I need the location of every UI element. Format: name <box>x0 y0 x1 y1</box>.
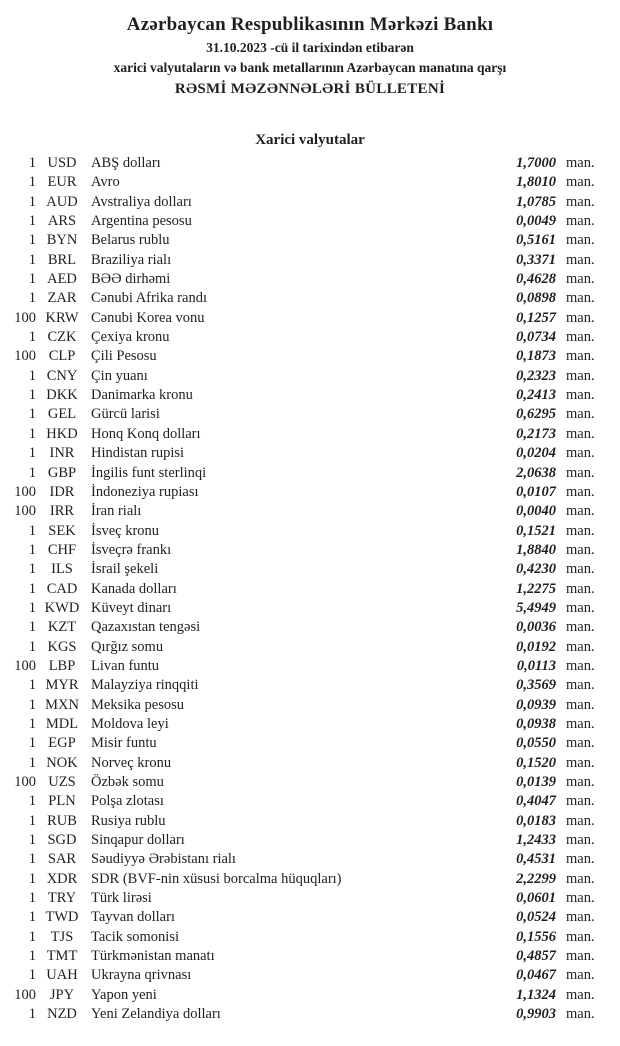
row-code: SAR <box>47 851 77 868</box>
row-qty: 1 <box>28 812 36 829</box>
row-code: EUR <box>47 174 77 191</box>
row-unit: man. <box>566 425 595 442</box>
row-name: Çin yuanı <box>91 367 148 384</box>
row-code: DKK <box>46 387 78 404</box>
row-code: IRR <box>49 503 75 520</box>
row-name: BƏƏ dirhəmi <box>91 271 171 288</box>
scope-line: xarici valyutaların və bank metallarının Azərbaycan manatına qarşı <box>113 60 507 75</box>
bulletin-title: RƏSMİ MƏZƏNNƏLƏRİ BÜLLETENİ <box>174 81 446 97</box>
row-unit: man. <box>566 329 595 346</box>
row-qty: 100 <box>14 503 36 520</box>
row-qty: 1 <box>28 909 36 926</box>
table-row <box>0 599 612 618</box>
row-unit: man. <box>566 445 595 462</box>
row-qty: 1 <box>28 619 36 636</box>
row-qty: 1 <box>28 290 36 307</box>
table-row <box>0 560 612 579</box>
row-qty: 1 <box>28 271 36 288</box>
row-code: KGS <box>47 638 77 655</box>
row-code: BYN <box>46 232 78 249</box>
table-row <box>0 831 612 850</box>
row-rate: 0,2413 <box>516 387 556 404</box>
row-name: Səudiyyə Ərəbistanı rialı <box>91 851 236 868</box>
row-unit: man. <box>566 967 595 984</box>
row-unit: man. <box>566 367 595 384</box>
table-row <box>0 386 612 405</box>
row-rate: 0,1520 <box>516 754 556 771</box>
row-code: SEK <box>48 522 76 539</box>
row-name: İsveç kronu <box>91 522 160 539</box>
table-row <box>0 618 612 637</box>
row-rate: 0,3569 <box>516 677 556 694</box>
row-qty: 1 <box>28 367 36 384</box>
row-unit: man. <box>566 619 595 636</box>
row-unit: man. <box>566 657 595 674</box>
row-code: NZD <box>47 1006 77 1023</box>
row-code: KRW <box>45 309 79 326</box>
row-rate: 5,4949 <box>516 599 556 616</box>
row-unit: man. <box>566 735 595 752</box>
row-qty: 100 <box>14 309 36 326</box>
row-name: Türkmənistan manatı <box>91 948 215 965</box>
row-name: İran rialı <box>91 503 142 520</box>
row-qty: 1 <box>28 580 36 597</box>
row-name: İsveçrə frankı <box>91 541 172 558</box>
row-rate: 1,8840 <box>516 541 556 558</box>
row-unit: man. <box>566 580 595 597</box>
row-code: ARS <box>47 213 77 230</box>
row-rate: 1,7000 <box>516 155 556 171</box>
row-rate: 0,0139 <box>516 774 556 790</box>
table-row <box>0 657 612 676</box>
table-row <box>0 812 612 831</box>
row-code: MYR <box>45 677 79 694</box>
effective-date-line: 31.10.2023 -cü il tarixindən etibarən <box>206 40 414 55</box>
row-code: AED <box>47 271 77 288</box>
row-qty: 100 <box>14 348 36 365</box>
row-rate: 0,4628 <box>516 271 556 288</box>
row-code: CZK <box>47 329 77 346</box>
row-code: ILS <box>51 561 73 578</box>
row-rate: 0,0939 <box>516 696 556 713</box>
row-qty: 1 <box>28 425 36 442</box>
row-rate: 0,4531 <box>516 851 556 868</box>
row-unit: man. <box>566 812 595 829</box>
row-name: Tayvan dolları <box>91 909 175 926</box>
row-code: TMT <box>46 948 78 965</box>
table-row <box>0 193 612 212</box>
table-row <box>0 444 612 463</box>
row-rate: 1,8010 <box>516 174 556 191</box>
row-rate: 1,2275 <box>516 580 556 597</box>
row-name: SDR (BVF-nin xüsusi borcalma hüquqları) <box>91 870 342 887</box>
row-unit: man. <box>566 503 595 520</box>
row-name: Yeni Zelandiya dolları <box>91 1006 221 1023</box>
row-code: TJS <box>50 928 74 945</box>
table-row <box>0 270 612 289</box>
row-qty: 1 <box>28 696 36 713</box>
document-header <box>0 0 620 100</box>
row-name: Misir funtu <box>91 735 157 752</box>
row-unit: man. <box>566 406 595 423</box>
row-qty: 1 <box>28 793 36 810</box>
row-rate: 0,0113 <box>516 657 556 674</box>
table-row <box>0 966 612 985</box>
row-rate: 0,1873 <box>516 348 556 365</box>
row-unit: man. <box>566 851 595 868</box>
row-rate: 1,1324 <box>516 986 556 1003</box>
row-unit: man. <box>566 870 595 887</box>
row-code: XDR <box>46 870 78 887</box>
row-code: ZAR <box>47 290 77 307</box>
row-qty: 1 <box>28 715 36 732</box>
row-rate: 0,0524 <box>516 909 556 926</box>
row-rate: 2,0638 <box>516 464 556 481</box>
table-row <box>0 309 612 328</box>
table-row <box>0 850 612 869</box>
row-code: CLP <box>48 348 76 365</box>
row-qty: 1 <box>28 890 36 907</box>
table-row <box>0 908 612 927</box>
row-unit: man. <box>566 774 595 790</box>
table-row <box>0 173 612 192</box>
row-rate: 0,0183 <box>516 812 556 829</box>
row-name: Çili Pesosu <box>91 348 157 365</box>
row-rate: 0,1521 <box>516 522 556 539</box>
table-row <box>0 367 612 386</box>
table-row <box>0 928 612 947</box>
row-rate: 0,2173 <box>516 425 556 442</box>
row-unit: man. <box>566 483 595 500</box>
rates-table <box>0 154 612 1024</box>
row-code: UZS <box>48 774 76 790</box>
table-row <box>0 425 612 444</box>
row-qty: 100 <box>14 657 36 674</box>
bank-name: Azərbaycan Respublikasının Mərkəzi Bankı <box>126 14 494 35</box>
table-row <box>0 986 612 1005</box>
row-rate: 1,2433 <box>516 832 556 849</box>
row-name: Tacik somonisi <box>91 928 179 945</box>
row-unit: man. <box>566 348 595 365</box>
table-row <box>0 289 612 308</box>
row-unit: man. <box>566 696 595 713</box>
row-name: Qazaxıstan tengəsi <box>91 619 201 636</box>
table-row <box>0 541 612 560</box>
row-rate: 0,4047 <box>516 793 556 810</box>
row-qty: 1 <box>28 561 36 578</box>
row-name: Danimarka kronu <box>91 387 193 404</box>
row-unit: man. <box>566 1006 595 1023</box>
table-row <box>0 715 612 734</box>
table-row <box>0 696 612 715</box>
row-unit: man. <box>566 928 595 945</box>
row-code: AUD <box>46 193 78 210</box>
row-qty: 1 <box>28 251 36 268</box>
row-unit: man. <box>566 290 595 307</box>
row-name: Gürcü larisi <box>91 406 160 423</box>
row-unit: man. <box>566 715 595 732</box>
row-code: TWD <box>45 909 79 926</box>
row-name: İngilis funt sterlinqi <box>91 464 207 481</box>
row-name: Honq Konq dolları <box>91 425 201 442</box>
row-qty: 1 <box>28 522 36 539</box>
row-name: Çexiya kronu <box>91 329 170 346</box>
row-name: ABŞ dolları <box>91 155 161 171</box>
row-name: Kanada dolları <box>91 580 177 597</box>
table-row <box>0 792 612 811</box>
row-code: IDR <box>49 483 75 500</box>
row-qty: 1 <box>28 213 36 230</box>
row-unit: man. <box>566 251 595 268</box>
table-row <box>0 405 612 424</box>
row-unit: man. <box>566 832 595 849</box>
row-code: USD <box>47 155 77 171</box>
row-qty: 1 <box>28 232 36 249</box>
row-qty: 1 <box>28 735 36 752</box>
row-name: Cənubi Afrika randı <box>91 290 207 307</box>
row-unit: man. <box>566 232 595 249</box>
row-name: Ukrayna qrivnası <box>91 967 192 984</box>
row-name: Avstraliya dolları <box>91 193 192 210</box>
row-rate: 0,0938 <box>516 715 556 732</box>
row-unit: man. <box>566 387 595 404</box>
row-code: HKD <box>46 425 78 442</box>
row-code: KZT <box>47 619 77 636</box>
row-code: GBP <box>47 464 77 481</box>
table-row <box>0 773 612 792</box>
table-row <box>0 676 612 695</box>
table-row <box>0 328 612 347</box>
table-row <box>0 251 612 270</box>
row-unit: man. <box>566 599 595 616</box>
row-code: TRY <box>47 890 77 907</box>
row-code: KWD <box>44 599 80 616</box>
row-rate: 0,0601 <box>516 890 556 907</box>
row-rate: 0,0040 <box>516 503 556 520</box>
row-qty: 1 <box>28 1006 36 1023</box>
row-name: Moldova leyi <box>91 715 169 732</box>
row-name: Qırğız somu <box>91 638 164 655</box>
row-name: Sinqapur dolları <box>91 832 185 849</box>
row-qty: 1 <box>28 832 36 849</box>
row-rate: 2,2299 <box>516 870 556 887</box>
row-qty: 1 <box>28 638 36 655</box>
row-rate: 0,0898 <box>516 290 556 307</box>
row-code: CNY <box>46 367 78 384</box>
row-name: Belarus rublu <box>91 232 170 249</box>
row-rate: 0,6295 <box>516 406 556 423</box>
row-name: Norveç kronu <box>91 754 172 771</box>
row-unit: man. <box>566 909 595 926</box>
row-code: BRL <box>47 251 77 268</box>
row-qty: 100 <box>14 483 36 500</box>
row-unit: man. <box>566 522 595 539</box>
row-qty: 100 <box>14 774 36 790</box>
row-rate: 0,3371 <box>516 251 556 268</box>
row-name: Meksika pesosu <box>91 696 185 713</box>
row-rate: 0,0192 <box>516 638 556 655</box>
row-code: GEL <box>47 406 77 423</box>
row-code: RUB <box>47 812 77 829</box>
row-qty: 1 <box>28 967 36 984</box>
row-rate: 0,9903 <box>516 1006 556 1023</box>
row-rate: 0,4857 <box>516 948 556 965</box>
row-rate: 0,0049 <box>516 213 556 230</box>
row-unit: man. <box>566 541 595 558</box>
table-row <box>0 502 612 521</box>
row-name: Rusiya rublu <box>91 812 166 829</box>
row-code: CAD <box>46 580 78 597</box>
table-row <box>0 1005 612 1024</box>
table-row <box>0 638 612 657</box>
row-unit: man. <box>566 174 595 191</box>
row-code: EGP <box>48 735 76 752</box>
row-name: Avro <box>91 174 120 191</box>
row-rate: 0,0107 <box>516 483 556 500</box>
row-unit: man. <box>566 155 595 171</box>
row-qty: 1 <box>28 948 36 965</box>
row-name: Türk lirəsi <box>91 890 152 907</box>
row-rate: 0,0036 <box>516 619 556 636</box>
row-qty: 1 <box>28 851 36 868</box>
table-row <box>0 347 612 366</box>
row-qty: 1 <box>28 193 36 210</box>
row-name: Özbək somu <box>91 774 164 790</box>
row-unit: man. <box>566 948 595 965</box>
row-name: Livan funtu <box>91 657 160 674</box>
row-qty: 1 <box>28 445 36 462</box>
row-rate: 0,0467 <box>516 967 556 984</box>
table-row <box>0 464 612 483</box>
row-rate: 0,5161 <box>516 232 556 249</box>
table-row <box>0 483 612 502</box>
row-qty: 1 <box>28 464 36 481</box>
row-name: Polşa zlotası <box>91 793 164 810</box>
row-unit: man. <box>566 890 595 907</box>
row-rate: 0,0550 <box>516 735 556 752</box>
row-code: MDL <box>45 715 79 732</box>
row-unit: man. <box>566 561 595 578</box>
row-name: Braziliya rialı <box>91 251 172 268</box>
row-unit: man. <box>566 793 595 810</box>
row-code: LBP <box>48 657 76 674</box>
row-unit: man. <box>566 464 595 481</box>
row-rate: 0,2323 <box>516 367 556 384</box>
row-name: Malayziya rinqqiti <box>91 677 199 694</box>
row-rate: 0,0734 <box>516 329 556 346</box>
table-row <box>0 870 612 889</box>
row-code: UAH <box>46 967 78 984</box>
row-qty: 1 <box>28 387 36 404</box>
row-qty: 1 <box>28 406 36 423</box>
table-row <box>0 154 612 173</box>
row-qty: 1 <box>28 928 36 945</box>
row-code: CHF <box>47 541 77 558</box>
row-qty: 1 <box>28 870 36 887</box>
row-code: JPY <box>49 986 75 1003</box>
row-code: NOK <box>46 754 78 771</box>
row-qty: 1 <box>28 677 36 694</box>
row-rate: 0,1556 <box>516 928 556 945</box>
row-rate: 0,4230 <box>516 561 556 578</box>
row-qty: 100 <box>14 986 36 1003</box>
table-row <box>0 947 612 966</box>
row-unit: man. <box>566 309 595 326</box>
table-row <box>0 231 612 250</box>
row-name: Cənubi Korea vonu <box>91 309 205 326</box>
row-qty: 1 <box>28 754 36 771</box>
row-code: INR <box>49 445 75 462</box>
row-unit: man. <box>566 677 595 694</box>
row-name: Hindistan rupisi <box>91 445 185 462</box>
row-name: İndoneziya rupiası <box>91 483 199 500</box>
row-unit: man. <box>566 271 595 288</box>
table-row <box>0 580 612 599</box>
section-title-foreign-currencies: Xarici valyutalar <box>255 132 365 148</box>
table-row <box>0 212 612 231</box>
table-row <box>0 754 612 773</box>
row-qty: 1 <box>28 599 36 616</box>
row-rate: 0,1257 <box>516 309 556 326</box>
row-name: Küveyt dinarı <box>91 599 172 616</box>
table-row <box>0 522 612 541</box>
row-qty: 1 <box>28 155 36 171</box>
row-unit: man. <box>566 213 595 230</box>
row-code: MXN <box>45 696 79 713</box>
row-code: PLN <box>48 793 76 810</box>
table-row <box>0 889 612 908</box>
table-row <box>0 734 612 753</box>
row-unit: man. <box>566 193 595 210</box>
row-unit: man. <box>566 754 595 771</box>
row-qty: 1 <box>28 329 36 346</box>
row-rate: 0,0204 <box>516 445 556 462</box>
row-name: Argentina pesosu <box>91 213 192 230</box>
row-code: SGD <box>47 832 77 849</box>
row-qty: 1 <box>28 541 36 558</box>
row-unit: man. <box>566 638 595 655</box>
row-name: İsrail şekeli <box>91 561 159 578</box>
row-qty: 1 <box>28 174 36 191</box>
row-name: Yapon yeni <box>91 986 157 1003</box>
row-unit: man. <box>566 986 595 1003</box>
row-rate: 1,0785 <box>516 193 556 210</box>
